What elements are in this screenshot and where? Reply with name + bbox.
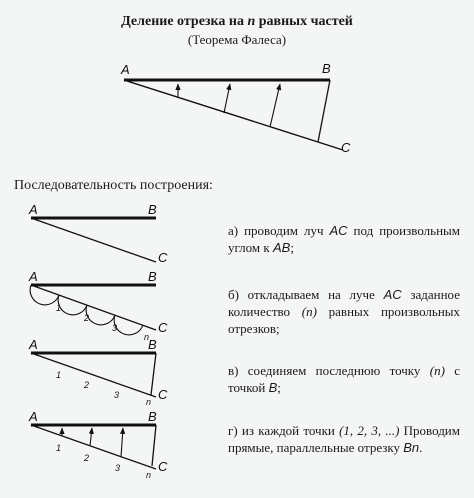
b-label-3: 3 xyxy=(112,323,118,333)
d-parallel-2 xyxy=(90,428,92,446)
main-parallel-2 xyxy=(224,84,230,113)
main-figure xyxy=(120,61,351,155)
c-label-b: B xyxy=(148,337,157,352)
page-subtitle: (Теорема Фалеса) xyxy=(187,32,287,47)
b-label-2: 2 xyxy=(84,313,90,323)
b-label-a: A xyxy=(29,269,38,284)
a-label-c: C xyxy=(158,250,168,265)
d-label-n: n xyxy=(146,470,152,480)
c-label-a: A xyxy=(29,337,38,352)
a-label-b: B xyxy=(148,202,157,217)
d-label-1: 1 xyxy=(56,443,62,453)
step-d-figure xyxy=(28,409,168,480)
title-prefix: Деление отрезка на xyxy=(121,14,248,29)
main-label-a: A xyxy=(121,62,130,77)
d-ray-ac xyxy=(31,425,156,469)
step-d-text: г) из каждой точки (1, 2, 3, ...) Проводим прямые, параллельные отрезку Bn. xyxy=(228,423,460,455)
step-c-text: в) соединяем последнюю точку (n) с точкой B; xyxy=(228,363,460,395)
c-label-2: 2 xyxy=(84,380,90,390)
title-suffix: равных частей xyxy=(255,14,353,29)
c-line-bn xyxy=(151,353,156,395)
c-label-n: n xyxy=(146,397,152,407)
d-label-c: C xyxy=(158,459,168,474)
c-label-3: 3 xyxy=(114,390,120,400)
step-b-figure xyxy=(28,269,168,342)
step-a-text: а) проводим луч AC под произвольным углом к AB; xyxy=(228,223,460,255)
b-label-n: n xyxy=(144,332,150,342)
main-label-b: B xyxy=(322,61,331,76)
step-c-figure xyxy=(28,337,168,407)
main-parallel-3 xyxy=(270,84,280,127)
b-label-c: C xyxy=(158,320,168,335)
d-label-a: A xyxy=(29,409,38,424)
title-n: n xyxy=(247,14,256,29)
d-label-2: 2 xyxy=(84,453,90,463)
d-label-b: B xyxy=(148,409,157,424)
b-label-b: B xyxy=(148,269,157,284)
c-label-c: C xyxy=(158,387,168,402)
b-label-1: 1 xyxy=(56,303,62,313)
main-label-c: C xyxy=(341,140,351,155)
main-ray-ac xyxy=(124,80,343,150)
b-compass-arc-3 xyxy=(86,305,115,325)
b-compass-arc-2 xyxy=(58,295,87,315)
main-line-bn xyxy=(318,80,330,142)
step-b-text: б) откладываем на луче AC заданное количество (n) равных произвольных отрезков; xyxy=(228,287,461,336)
d-parallel-3 xyxy=(121,428,123,457)
b-compass-arc-4 xyxy=(114,315,143,335)
c-ray-ac xyxy=(31,353,156,397)
sequence-label: Последовательность построения: xyxy=(14,178,213,193)
a-ray-ac xyxy=(31,218,156,262)
d-line-bn xyxy=(152,425,156,466)
b-compass-arc-1 xyxy=(30,285,59,305)
step-a-figure xyxy=(28,202,168,265)
a-label-a: A xyxy=(29,202,38,217)
c-label-1: 1 xyxy=(56,370,62,380)
d-label-3: 3 xyxy=(115,463,121,473)
